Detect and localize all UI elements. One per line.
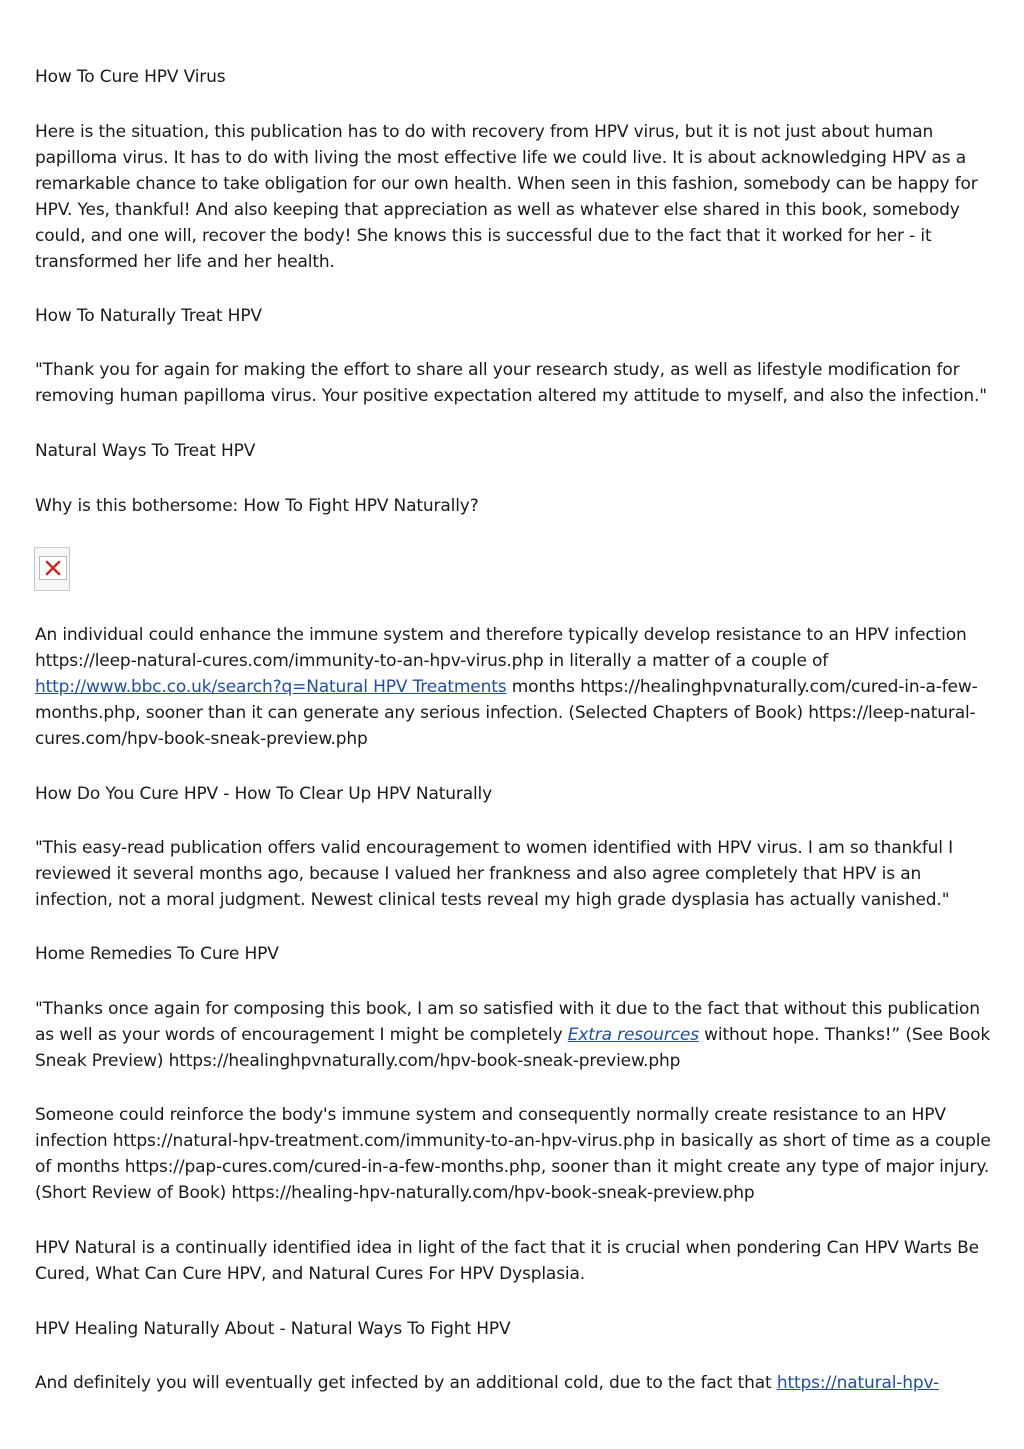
- extra-resources-link[interactable]: Extra resources: [567, 1025, 699, 1045]
- paragraph-infected-cold: [35, 1370, 995, 1396]
- quote-thanks-text-b: without hope. Thanks!” (See Book Sneak Preview) https://healinghpvnaturally.com/hpv-book-sneak-preview.php: [35, 1025, 991, 1071]
- quote-thanks-once-again: [35, 996, 995, 1074]
- heading-natural-ways-to-treat-hpv: Natural Ways To Treat HPV: [35, 441, 256, 461]
- paragraph-hpv-natural-idea: HPV Natural is a continually identified idea in light of the fact that it is crucial when pondering Can HPV Warts Be Cured, What Can Cure HPV, and Natural Cures For HPV Dysplasia.: [35, 1238, 979, 1284]
- question-why-bothersome: Why is this bothersome: How To Fight HPV Naturally?: [35, 496, 479, 516]
- natural-hpv-link[interactable]: https://natural-hpv-: [776, 1373, 939, 1393]
- quote-easy-read-publication: "This easy-read publication offers valid encouragement to women identified with HPV virus. I am so thankful I reviewed it several months ago, because I valued her frankness and also agree completely that HPV is an infection, not a moral judgment. Newest clinical tests reveal my high grade dysplasia has actually vanished.": [35, 838, 953, 910]
- heading-how-to-naturally-treat-hpv: How To Naturally Treat HPV: [35, 306, 262, 326]
- quote-thanks-text-a: "Thanks once again for composing this book, I am so satisfied with it due to the fact that without this publication as well as your words of encouragement I might be completely: [35, 999, 980, 1045]
- paragraph-immune-system-text-b: months https://healinghpvnaturally.com/cured-in-a-few-months.php, sooner than it can generate any serious infection. (Selected Chapters of Book) https://leep-natural-cures.com/hpv-book-sneak-preview.php: [35, 677, 978, 749]
- heading-hpv-healing-naturally: HPV Healing Naturally About - Natural Ways To Fight HPV: [35, 1319, 511, 1339]
- paragraph-infected-cold-text: And definitely you will eventually get infected by an additional cold, due to the fact that: [35, 1373, 777, 1393]
- quote-thank-you-research: "Thank you for again for making the effort to share all your research study, as well as lifestyle modification for removing human papilloma virus. Your positive expectation altered my attitude to myself, and also the infection.": [35, 360, 987, 406]
- paragraph-immune-system-text-a: An individual could enhance the immune system and therefore typically develop resistance to an HPV infection https://leep-natural-cures.com/immunity-to-an-hpv-virus.php in literally a matter of a couple of: [35, 625, 967, 671]
- bbc-search-link[interactable]: http://www.bbc.co.uk/search?q=Natural HPV Treatments: [35, 677, 507, 697]
- heading-home-remedies: Home Remedies To Cure HPV: [35, 944, 279, 964]
- heading-how-do-you-cure-hpv: How Do You Cure HPV - How To Clear Up HPV Naturally: [35, 784, 493, 804]
- broken-image-icon: [34, 547, 70, 591]
- paragraph-reinforce-immune-system: Someone could reinforce the body's immune system and consequently normally create resistance to an HPV infection https://natural-hpv-treatment.com/immunity-to-an-hpv-virus.php in basically as short of time as a couple of months https://pap-cures.com/cured-in-a-few-months.php, sooner than it might create any type of major injury. (Short Review of Book) https://healing-hpv-naturally.com/hpv-book-sneak-preview.php: [35, 1105, 991, 1203]
- paragraph-immune-system: [35, 622, 995, 752]
- paragraph-situation: Here is the situation, this publication has to do with recovery from HPV virus, but it is not just about human papilloma virus. It has to do with living the most effective life we could live. It is about acknowledging HPV as a remarkable chance to take obligation for our own health. When seen in this fashion, somebody can be happy for HPV. Yes, thankful! And also keeping that appreciation as well as whatever else shared in this book, somebody could, and one will, recover the body! She knows this is successful due to the fact that it worked for her - it transformed her life and her health.: [35, 122, 978, 272]
- heading-how-to-cure-hpv-virus: How To Cure HPV Virus: [35, 67, 226, 87]
